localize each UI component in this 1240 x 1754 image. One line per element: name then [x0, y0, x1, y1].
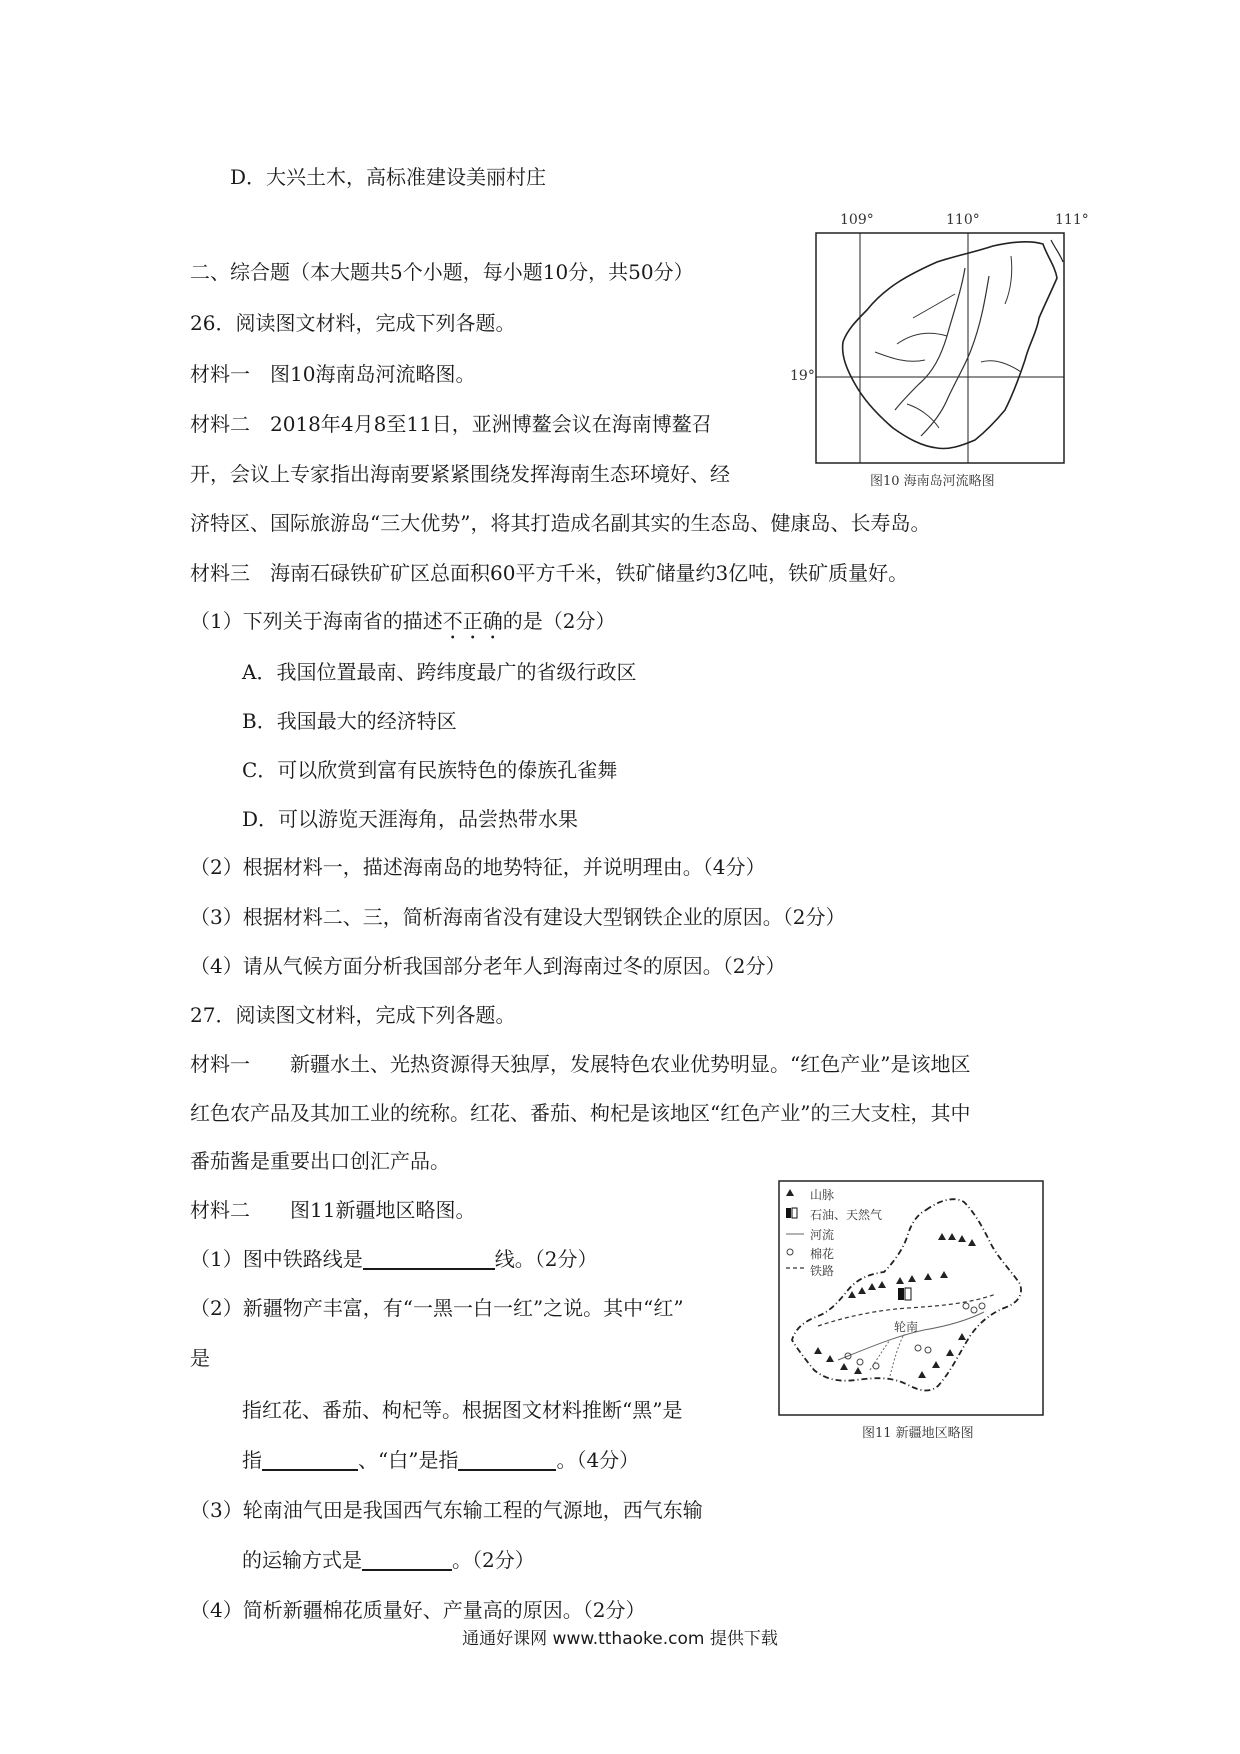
q27-sub-2-post: 。（4分）: [556, 1448, 640, 1472]
q27-sub-4: （4）简析新疆棉花质量好、产量高的原因。（2分）: [190, 1598, 646, 1622]
q27-sub-1: [190, 1245, 597, 1273]
map-frame: [816, 233, 1064, 463]
river-east: [981, 361, 1021, 372]
legend-river-label: 河流: [810, 1228, 835, 1242]
q27-material-1-line3: 番茄酱是重要出口创汇产品。: [190, 1149, 450, 1173]
q27-sub-2-line1: （2）新疆物产丰富，有“一黑一白一红”之说。其中“红”: [190, 1296, 684, 1320]
lunnan-oil-symbol: [898, 1288, 904, 1300]
q27-sub-3-answer-blank[interactable]: [362, 1549, 452, 1571]
q27-sub-3-pre: 的运输方式是: [242, 1548, 362, 1572]
q27-material-1-line1: 材料一 新疆水土、光热资源得天独厚，发展特色农业优势明显。“红色产业”是该地区: [190, 1052, 971, 1076]
hainan-map-drawing: [815, 232, 1065, 464]
legend-oil-icon: [786, 1208, 791, 1218]
q27-sub-3-line2: [242, 1546, 535, 1574]
river-south: [907, 404, 939, 428]
q27-sub-2-line2: 是: [190, 1346, 210, 1370]
river-northeast: [1005, 256, 1012, 304]
xinjiang-map-caption: 图11 新疆地区略图: [862, 1426, 974, 1441]
q27-intro: 27．阅读图文材料，完成下列各题。: [190, 1003, 516, 1027]
lunnan-label: 轮南: [894, 1320, 919, 1334]
q26-option-d: D．可以游览天涯海角，品尝热带水果: [242, 807, 579, 831]
coast-cape: [1051, 240, 1063, 262]
river-changhua: [875, 352, 925, 361]
q26-sub-4: （4）请从气候方面分析我国部分老年人到海南过冬的原因。（2分）: [190, 954, 786, 978]
legend-mountain-label: 山脉: [810, 1188, 835, 1202]
q27-sub-2-mid: 、“白”是指: [358, 1448, 459, 1472]
q26-sub-3: （3）根据材料二、三，简析海南省没有建设大型钢铁企业的原因。（2分）: [190, 905, 846, 929]
section-title: 二、综合题（本大题共5个小题，每小题10分，共50分）: [190, 260, 694, 284]
page-footer: 通通好课网 www.tthaoke.com 提供下载: [462, 1629, 778, 1649]
q26-sub-2: （2）根据材料一，描述海南岛的地势特征，并说明理由。（4分）: [190, 855, 766, 879]
q26-material-1: 材料一 图10海南岛河流略图。: [190, 362, 476, 386]
q26-option-a: A．我国位置最南、跨纬度最广的省级行政区: [242, 660, 637, 684]
map-lon-111: 111°: [1055, 212, 1089, 228]
q26-material-2-line3: 济特区、国际旅游岛“三大优势”，将其打造成名副其实的生态岛、健康岛、长寿岛。: [190, 511, 931, 535]
map-lat-19: 19°: [790, 368, 815, 384]
q27-material-2: 材料二 图11新疆地区略图。: [190, 1198, 476, 1222]
q27-sub-2-pre: 指: [242, 1448, 262, 1472]
q27-sub-1-post: 线。（2分）: [494, 1247, 598, 1271]
q27-material-1-line2: 红色农产品及其加工业的统称。红花、番茄、枸杞是该地区“红色产业”的三大支柱，其中: [190, 1101, 971, 1125]
q26-intro: 26．阅读图文材料，完成下列各题。: [190, 311, 516, 335]
map-lon-109: 109°: [840, 212, 874, 228]
river-wanquan: [921, 276, 989, 436]
q27-sub-1-answer-blank[interactable]: [363, 1248, 495, 1270]
q27-sub-2-line4: [242, 1446, 639, 1474]
legend-cotton-label: 棉花: [810, 1247, 835, 1261]
q27-sub-3-post: 。（2分）: [452, 1548, 535, 1572]
legend-oil-label: 石油、天然气: [810, 1208, 883, 1222]
q27-sub-2-line3: 指红花、番茄、枸杞等。根据图文材料推断“黑”是: [242, 1398, 683, 1422]
hainan-map-caption: 图10 海南岛河流略图: [870, 474, 995, 489]
q27-sub-3-line1: （3）轮南油气田是我国西气东输工程的气源地，西气东输: [190, 1498, 703, 1522]
hainan-coastline: [843, 242, 1057, 449]
q26-material-2-line1: 材料二 2018年4月8至11日，亚洲博鳌会议在海南博鳌召: [190, 412, 712, 436]
q26-option-b: B．我国最大的经济特区: [242, 709, 457, 733]
q26-option-c: C．可以欣赏到富有民族特色的傣族孔雀舞: [242, 758, 618, 782]
q26-sub-1-emphasis: 不正确: [442, 609, 503, 633]
q26-sub-1-pre: （1）下列关于海南省的描述: [190, 609, 443, 633]
q27-black-answer-blank[interactable]: [262, 1449, 358, 1471]
q27-white-answer-blank[interactable]: [458, 1449, 556, 1471]
legend-rail-label: 铁路: [810, 1264, 835, 1278]
river-tributary-2: [897, 333, 947, 344]
river-tributary-1: [913, 294, 955, 318]
map-lon-110: 110°: [946, 212, 980, 228]
q26-material-2-line2: 开，会议上专家指出海南要紧紧围绕发挥海南生态环境好、经: [190, 462, 730, 486]
q26-sub-1-post: 的是（2分）: [502, 609, 616, 633]
option-d-prev: D．大兴土木，高标准建设美丽村庄: [230, 165, 547, 189]
q26-material-3: 材料三 海南石碌铁矿矿区总面积60平方千米，铁矿储量约3亿吨，铁矿质量好。: [190, 561, 909, 585]
q26-sub-1: [190, 607, 615, 644]
q27-sub-1-pre: （1）图中铁路线是: [190, 1247, 363, 1271]
